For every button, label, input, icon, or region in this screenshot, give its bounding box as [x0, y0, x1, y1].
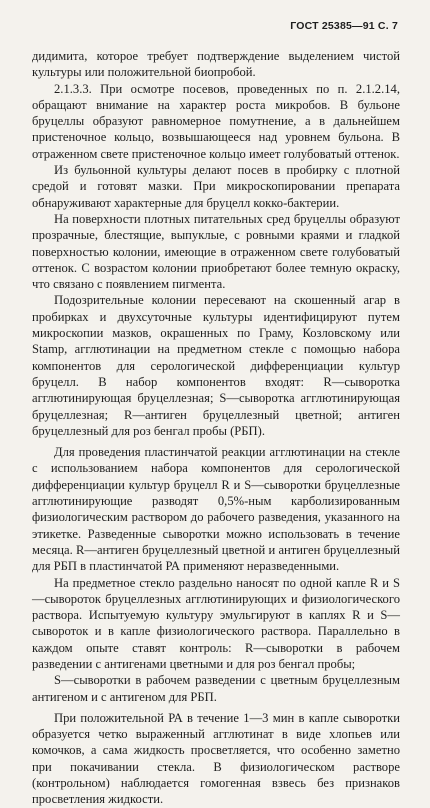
paragraph: Из бульонной культуры делают посев в пробирку с плотной средой и готовят мазки. При микроскопировании препарата обнаруживают характерные для бруцелл кокко-бактерии.	[32, 163, 400, 210]
paragraph: При положительной РА в течение 1—3 мин в капле сыворотки образуется четко выраженный агглютинат в виде хлопьев или комочков, а сама жидкость просветляется, что особенно заметно при покачивании стекла. В физиологическом растворе (контрольном) наблюдается гомогенная взвесь без признаков просветления жидкости.	[32, 710, 400, 807]
paragraph: На предметное стекло раздельно наносят по одной капле R и S—сывороток бруцеллезных агглютинирующих и физиологического раствора. Испытуемую культуру эмульгируют в каплях R и S—сывороток и в капле физиологического раствора. Параллельно в каждом опыте ставят контроль: R—сыворотки в рабочем разведении с антигенами цветными и для роз бенгал пробы;	[32, 575, 400, 671]
paragraph: Подозрительные колонии пересевают на скошенный агар в пробирках и двухсуточные культуры идентифицируют путем микроскопии мазков, окрашенных по Граму, Козловскому или Stamp, агглютинации на предметном стекле с помощью набора компонентов для серологической дифференциации культур бруцелл. В набор компонентов входят: R—сыворотка агглютинирующая бруцеллезная; S—сыворотка агглютинирующая бруцеллезная; R—антиген бруцеллезный цветной; антиген бруцеллезный для роз бенгал пробы (РБП).	[32, 293, 400, 438]
page-body	[32, 48, 400, 808]
page-header: ГОСТ 25385—91 С. 7	[290, 20, 398, 32]
paragraph: S—сыворотки в рабочем разведении с цветным бруцеллезным антигеном и с антигеном для РБП.	[32, 673, 400, 704]
paragraph: дидимита, которое требует подтверждение выделением чистой культуры или положительной биопробой.	[32, 49, 400, 80]
paragraph: Для проведения пластинчатой реакции агглютинации на стекле с использованием набора компонентов для серологической дифференциации культур бруцелл R и S—сыворотки бруцеллезные агглютинирующие разводят 0,5%-ным карболизированным физиологическим раствором до рабочего разведения, указанного на этикетке. Разведенные сыворотки можно использовать в течение месяца. R—антиген бруцеллезный цветной и антиген бруцеллезный для РБП в пластинчатой РА применяют неразведенными.	[32, 445, 400, 574]
paragraph: На поверхности плотных питательных сред бруцеллы образуют прозрачные, блестящие, выпуклые, с ровными краями и гладкой поверхностью колонии, имеющие в отраженном свете голубоватый оттенок. С возрастом колонии приобретают более темную окраску, что связано с появлением пигмента.	[32, 211, 400, 292]
paragraph: 2.1.3.3. При осмотре посевов, проведенных по п. 2.1.2.14, обращают внимание на характер роста микробов. В бульоне бруцеллы образуют равномерное помутнение, а в дальнейшем пристеночное кольцо, возвышающееся над уровнем бульона. В отраженном свете пристеночное кольцо имеет голубоватый оттенок.	[32, 81, 400, 161]
